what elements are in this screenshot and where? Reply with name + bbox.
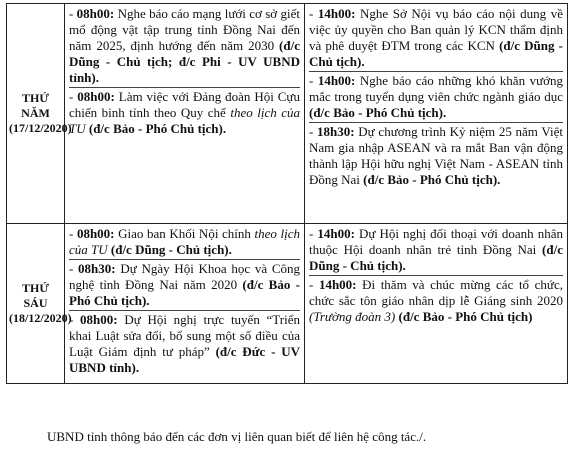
entry-text: Giao ban Khối Nội chính xyxy=(114,226,255,241)
entry-text: Nghe báo cáo mạng lưới cơ sở giết mổ động vật tập trung tỉnh Đồng Nai đến năm 2025, định hướng đến năm 2030 xyxy=(69,6,300,53)
schedule-entry: - 08h00: Giao ban Khối Nội chính theo lịch của TU (đ/c Dũng - Chủ tịch). xyxy=(69,226,300,257)
entry-assignee: (đ/c Đức - UV UBND tỉnh). xyxy=(69,344,300,375)
entry-italic-note: theo lịch của TU xyxy=(69,226,300,257)
entry-time: 18h30: xyxy=(317,124,355,139)
entry-time: 08h00: xyxy=(80,312,118,327)
entry-text: Nghe báo cáo những khó khăn vướng mắc trong tuyển dụng viên chức ngành giáo dục xyxy=(309,73,563,104)
entry-time: 14h00: xyxy=(318,277,357,292)
schedule-entry: - 08h00: Làm việc với Đảng đoàn Hội Cựu chiến binh tỉnh theo Quy chế theo lịch của TU (đ/c Bảo - Phó Chủ tịch). xyxy=(69,89,300,136)
schedule-row-friday xyxy=(7,224,568,384)
entry-text: Dự Ngày Hội Khoa học và Công nghệ tỉnh Đồng Nai năm 2020 xyxy=(69,261,300,292)
schedule-entry: - 18h30: Dự chương trình Kỷ niệm 25 năm Việt Nam gia nhập ASEAN và ra mắt Ban vận động thành lập Hội hữu nghị Việt Nam - ASEAN tỉnh Đồng Nai (đ/c Bảo - Phó Chủ tịch). xyxy=(309,124,563,187)
entry-assignee: (đ/c Bảo - Phó Chủ tịch) xyxy=(398,309,533,324)
schedule-entry: - 14h00: Nghe báo cáo những khó khăn vướng mắc trong tuyển dụng viên chức ngành giáo dục (đ/c Bảo - Phó Chủ tịch). xyxy=(309,73,563,120)
day-cell xyxy=(7,224,72,384)
schedule-entry: - 08h00: Dự Hội nghị trực tuyến “Triển khai Luật sửa đổi, bổ sung một số điều của Luật Giám định tư pháp” (đ/c Đức - UV UBND tỉnh). xyxy=(69,312,300,375)
entry-time: 08h30: xyxy=(78,261,116,276)
morning-cell xyxy=(65,224,305,384)
entry-time: 14h00: xyxy=(317,6,356,21)
day-date: (18/12/2020) xyxy=(9,311,72,325)
schedule-entry: - 14h00: Nghe Sở Nội vụ báo cáo nội dung về việc ủy quyền cho Ban quản lý KCN thẩm định và phê duyệt ĐTM trong các KCN (đ/c Dũng - Chủ tịch). xyxy=(309,6,563,69)
day-cell xyxy=(7,4,72,224)
entry-italic-note: theo lịch của TU xyxy=(69,105,300,136)
schedule-table xyxy=(6,3,568,384)
entry-italic-note: (Trường đoàn 3) xyxy=(309,309,396,324)
entry-assignee: (đ/c Bảo - Phó Chủ tịch). xyxy=(363,172,501,187)
entry-assignee: (đ/c Bảo - Phó Chủ tịch). xyxy=(69,277,300,308)
schedule-entry: - 08h30: Dự Ngày Hội Khoa học và Công nghệ tỉnh Đồng Nai năm 2020 (đ/c Bảo - Phó Chủ tịch). xyxy=(69,261,300,308)
entry-time: 14h00: xyxy=(317,73,356,88)
entry-time: 08h00: xyxy=(76,226,115,241)
morning-cell xyxy=(65,4,305,224)
schedule-entry: - 08h00: Nghe báo cáo mạng lưới cơ sở giết mổ động vật tập trung tỉnh Đồng Nai đến năm 2025, định hướng đến năm 2030 (đ/c Dũng - Chủ tịch; đ/c Phi - UV UBND tỉnh). xyxy=(69,6,300,85)
entry-assignee: (đ/c Dũng - Chủ tịch). xyxy=(309,242,563,273)
entry-time: 08h00: xyxy=(76,6,115,21)
entry-assignee: (đ/c Dũng - Chủ tịch). xyxy=(309,38,563,69)
entry-text: Nghe Sở Nội vụ báo cáo nội dung về việc ủy quyền cho Ban quản lý KCN thẩm định và phê duyệt ĐTM trong các KCN xyxy=(309,6,563,53)
entry-assignee: (đ/c Bảo - Phó Chủ tịch). xyxy=(309,105,447,120)
afternoon-cell xyxy=(305,224,568,384)
entry-text: Dự Hội nghị trực tuyến “Triển khai Luật sửa đổi, bổ sung một số điều của Luật Giám định tư pháp” xyxy=(69,312,300,359)
closing-notice: UBND tỉnh thông báo đến các đơn vị liên quan biết để liên hệ công tác./. xyxy=(47,429,427,444)
entry-assignee: (đ/c Dũng - Chủ tịch; đ/c Phi - UV UBND tỉnh). xyxy=(69,38,300,85)
schedule-entry: - 14h00: Đi thăm và chúc mừng các tổ chức, chức sắc tôn giáo nhân dịp lễ Giáng sinh 2020 (Trường đoàn 3) (đ/c Bảo - Phó Chủ tịch) xyxy=(309,277,563,324)
entry-assignee: (đ/c Bảo - Phó Chủ tịch). xyxy=(88,121,227,136)
entry-assignee: (đ/c Dũng - Chủ tịch). xyxy=(110,242,232,257)
day-name: THỨ SÁU xyxy=(22,281,49,310)
schedule-row-thursday xyxy=(7,4,568,224)
schedule-entry: - 14h00: Dự Hội nghị đối thoại với doanh nhân thuộc Hội doanh nhân trẻ tỉnh Đồng Nai (đ/c Dũng - Chủ tịch). xyxy=(309,226,563,273)
entry-time: 08h00: xyxy=(77,89,115,104)
day-date: (17/12/2020) xyxy=(9,121,72,135)
day-name: THỨ NĂM xyxy=(21,91,50,120)
entry-text: Dự Hội nghị đối thoại với doanh nhân thuộc Hội doanh nhân trẻ tỉnh Đồng Nai xyxy=(309,226,563,257)
entry-text: Đi thăm và chúc mừng các tổ chức, chức sắc tôn giáo nhân dịp lễ Giáng sinh 2020 xyxy=(309,277,563,308)
entry-text: Dự chương trình Kỷ niệm 25 năm Việt Nam gia nhập ASEAN và ra mắt Ban vận động thành lập Hội hữu nghị Việt Nam - ASEAN tỉnh Đồng Nai xyxy=(309,124,563,187)
entry-text: Làm việc với Đảng đoàn Hội Cựu chiến binh tỉnh theo Quy chế xyxy=(69,89,300,120)
afternoon-cell xyxy=(305,4,568,224)
entry-time: 14h00: xyxy=(317,226,355,241)
